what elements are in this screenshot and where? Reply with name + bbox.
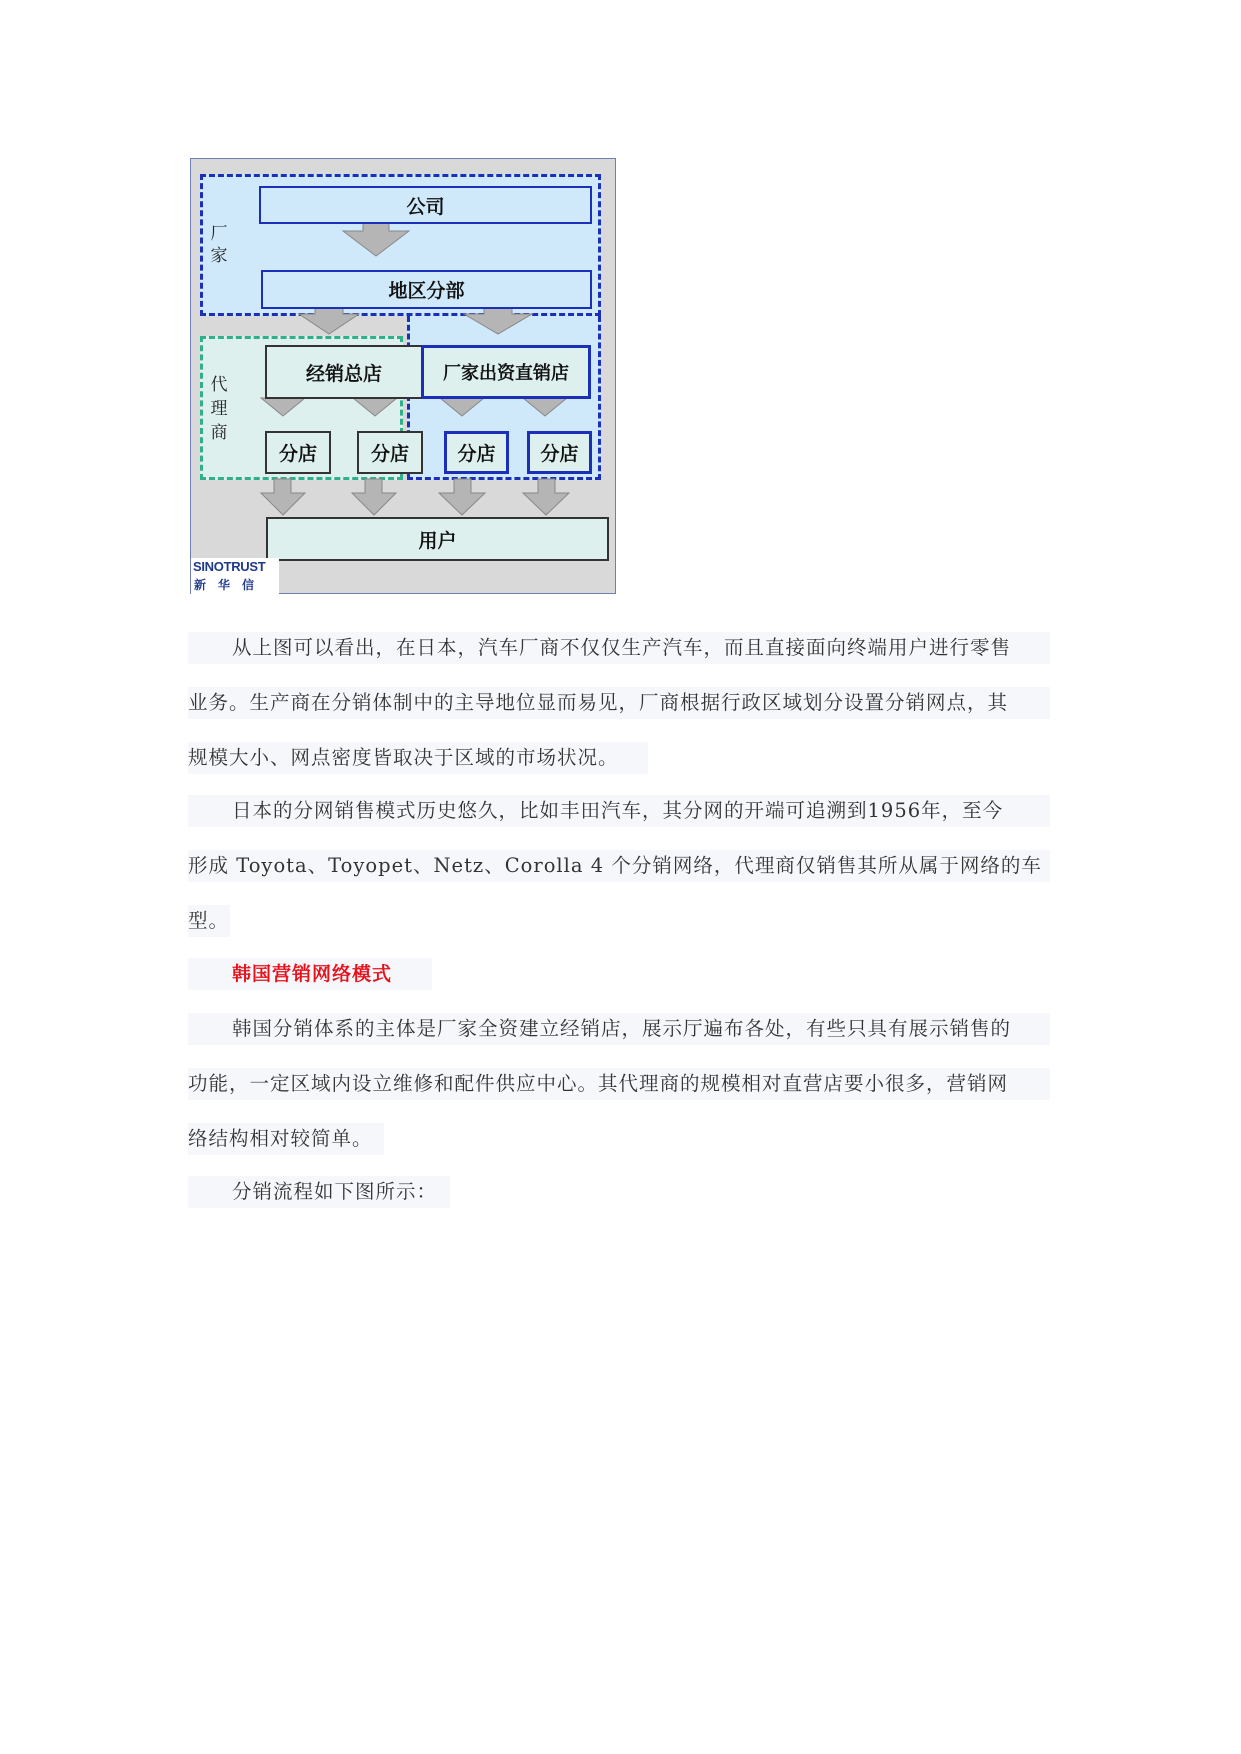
arrow-store1-to-users <box>261 479 305 515</box>
logo-text-zh: 新华信 <box>194 578 267 592</box>
dealer-head-store-box: 经销总店 <box>265 345 423 399</box>
paragraph-korea <box>188 1013 1050 1178</box>
agent-group-label: 代 理 商 <box>210 375 228 443</box>
paragraph-japan-overview <box>188 632 1050 797</box>
paragraph-line: 规模大小、网点密度皆取决于区域的市场状况。 <box>188 742 648 774</box>
paragraph-line: 形成 Toyota、Toyopet、Netz、Corolla 4 个分销网络，代理商仅销售其所从属于网络的车 <box>188 850 1050 882</box>
branch-store-box: 分店 <box>265 431 331 474</box>
section-heading-text: 韩国营销网络模式 <box>188 958 432 990</box>
sinotrust-logo <box>191 558 279 594</box>
manufacturer-direct-store-box: 厂家出资直销店 <box>421 345 591 399</box>
paragraph-japan-history <box>188 795 1050 960</box>
users-box: 用户 <box>266 517 609 561</box>
section-heading <box>188 958 1050 1013</box>
branch-store-box: 分店 <box>444 431 509 474</box>
branch-store-box: 分店 <box>527 431 592 474</box>
paragraph-line: 业务。生产商在分销体制中的主导地位显而易见，厂商根据行政区域划分设置分销网点，其 <box>188 687 1050 719</box>
company-box: 公司 <box>259 186 592 224</box>
flow-caption-text: 分销流程如下图所示： <box>188 1176 450 1208</box>
paragraph-line: 功能，一定区域内设立维修和配件供应中心。其代理商的规模相对直营店要小很多，营销网 <box>188 1068 1050 1100</box>
paragraph-line: 型。 <box>188 905 230 937</box>
paragraph-line: 从上图可以看出，在日本，汽车厂商不仅仅生产汽车，而且直接面向终端用户进行零售 <box>188 632 1050 664</box>
branch-store-box: 分店 <box>357 431 423 474</box>
paragraph-line: 韩国分销体系的主体是厂家全资建立经销店，展示厅遍布各处，有些只具有展示销售的 <box>188 1013 1050 1045</box>
regional-branch-box: 地区分部 <box>261 270 592 309</box>
distribution-diagram <box>190 158 616 594</box>
logo-text-en: SINOTRUST <box>193 559 266 574</box>
paragraph-line: 日本的分网销售模式历史悠久，比如丰田汽车，其分网的开端可追溯到1956年，至今 <box>188 795 1050 827</box>
paragraph-line: 络结构相对较简单。 <box>188 1123 384 1155</box>
arrow-store2-to-users <box>352 479 396 515</box>
arrow-store4-to-users <box>523 479 569 515</box>
arrow-store3-to-users <box>439 479 485 515</box>
flow-caption <box>188 1176 1050 1231</box>
manufacturer-group-label: 厂 家 <box>210 224 228 266</box>
